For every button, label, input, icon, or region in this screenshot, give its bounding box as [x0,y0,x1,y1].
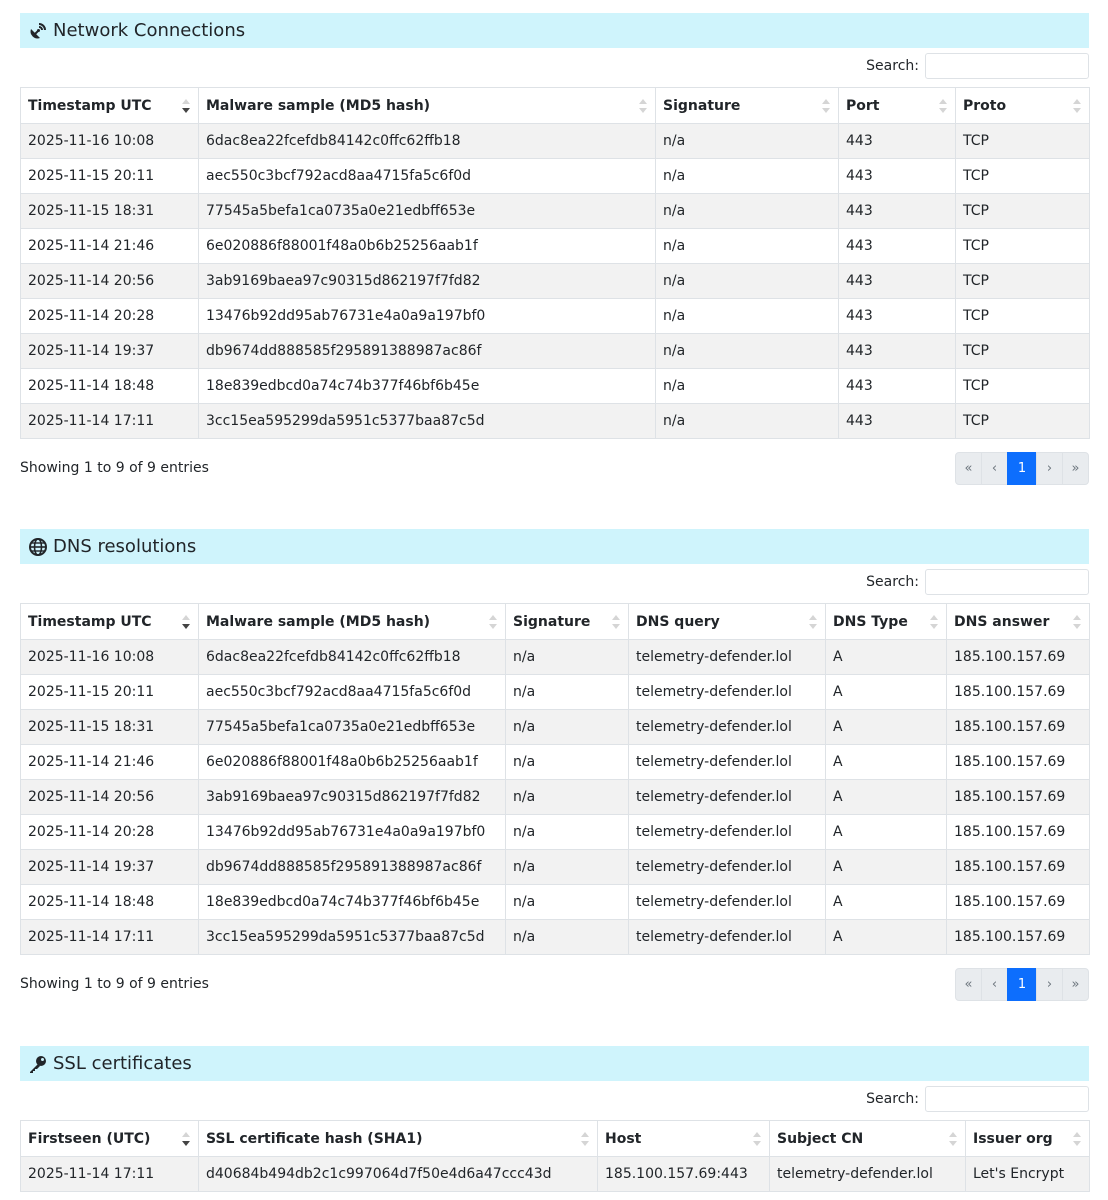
table-cell: 6e020886f88001f48a0b6b25256aab1f [199,229,656,264]
table-cell: n/a [506,745,629,780]
table-cell: 2025-11-14 17:11 [21,1157,199,1192]
section-title: DNS resolutions [53,536,197,557]
sort-icon [489,615,497,629]
column-header[interactable]: DNS answer [947,604,1090,640]
table-cell: 3cc15ea595299da5951c5377baa87c5d [199,920,506,955]
table-cell: 3ab9169baea97c90315d862197f7fd82 [199,264,656,299]
table-cell: 6dac8ea22fcefdb84142c0ffc62ffb18 [199,640,506,675]
table-cell: telemetry-defender.lol [629,780,826,815]
search-box [866,569,1089,595]
section-title: Network Connections [53,20,246,41]
satellite-dish-icon [28,21,48,41]
table-cell: 6e020886f88001f48a0b6b25256aab1f [199,745,506,780]
table-cell: 2025-11-14 20:28 [21,299,199,334]
column-header[interactable]: Timestamp UTC [21,88,199,124]
table-cell: 185.100.157.69 [947,815,1090,850]
table-row [21,640,1090,675]
globe-icon [28,537,48,557]
table-cell: 13476b92dd95ab76731e4a0a9a197bf0 [199,299,656,334]
sort-desc-icon [182,615,190,629]
table-row [21,710,1090,745]
table-cell: 443 [839,124,956,159]
table-cell: 3cc15ea595299da5951c5377baa87c5d [199,404,656,439]
table-cell: TCP [956,159,1090,194]
sort-icon [809,615,817,629]
table-cell: A [826,640,947,675]
table-cell: aec550c3bcf792acd8aa4715fa5c6f0d [199,159,656,194]
table-cell: n/a [506,885,629,920]
table-cell: 2025-11-15 20:11 [21,159,199,194]
table-cell: db9674dd888585f295891388987ac86f [199,334,656,369]
table-cell: 2025-11-15 18:31 [21,194,199,229]
table-cell: 185.100.157.69 [947,850,1090,885]
table-cell: aec550c3bcf792acd8aa4715fa5c6f0d [199,675,506,710]
ssl-table [20,1120,1090,1192]
table-cell: A [826,850,947,885]
table-cell: 443 [839,194,956,229]
table-cell: 3ab9169baea97c90315d862197f7fd82 [199,780,506,815]
table-cell: n/a [506,710,629,745]
sort-desc-icon [182,1132,190,1146]
table-cell: 185.100.157.69 [947,710,1090,745]
column-header[interactable]: Signature [656,88,839,124]
first-page-button[interactable]: « [955,968,982,1001]
table-cell: A [826,920,947,955]
table-cell: telemetry-defender.lol [629,710,826,745]
sort-icon [939,99,947,113]
table-cell: n/a [656,299,839,334]
ssl-certificates-section [20,1046,1089,1182]
table-cell: 185.100.157.69 [947,745,1090,780]
table-cell: telemetry-defender.lol [629,850,826,885]
table-cell: A [826,745,947,780]
dns-table [20,603,1090,955]
table-cell: 185.100.157.69 [947,780,1090,815]
table-cell: 13476b92dd95ab76731e4a0a9a197bf0 [199,815,506,850]
table-cell: n/a [506,815,629,850]
table-cell: 6dac8ea22fcefdb84142c0ffc62ffb18 [199,124,656,159]
table-cell: 2025-11-16 10:08 [21,640,199,675]
search-input[interactable] [925,53,1089,79]
table-cell: A [826,675,947,710]
table-cell: 2025-11-14 20:28 [21,815,199,850]
table-header-row [21,604,1090,640]
search-input[interactable] [925,1086,1089,1112]
column-header[interactable]: DNS query [629,604,826,640]
table-cell: A [826,780,947,815]
table-cell: 2025-11-14 20:56 [21,780,199,815]
table-cell: 185.100.157.69 [947,675,1090,710]
table-cell: TCP [956,264,1090,299]
sort-icon [822,99,830,113]
table-cell: 18e839edbcd0a74c74b377f46bf6b45e [199,885,506,920]
page-1-button[interactable]: 1 [1007,968,1037,1001]
table-cell: n/a [656,124,839,159]
column-header[interactable]: Timestamp UTC [21,604,199,640]
previous-page-button[interactable]: ‹ [981,968,1008,1001]
table-cell: TCP [956,229,1090,264]
table-row [21,745,1090,780]
sort-icon [581,1132,589,1146]
table-cell: telemetry-defender.lol [629,885,826,920]
column-header[interactable]: Subject CN [770,1121,966,1157]
table-cell: 2025-11-15 18:31 [21,710,199,745]
sort-icon [639,99,647,113]
search-label: Search: [866,1091,919,1107]
table-cell: 443 [839,299,956,334]
search-box [866,1086,1089,1112]
table-cell: n/a [506,675,629,710]
sort-desc-icon [182,99,190,113]
table-row [21,675,1090,710]
dns-resolutions-section [20,529,1089,992]
table-row [21,194,1090,229]
last-page-button[interactable]: » [1062,968,1089,1001]
network-connections-header [20,13,1089,48]
table-cell: TCP [956,299,1090,334]
sort-icon [753,1132,761,1146]
table-cell: Let's Encrypt [966,1157,1090,1192]
table-row [21,885,1090,920]
table-cell: TCP [956,194,1090,229]
table-cell: 185.100.157.69 [947,920,1090,955]
column-header[interactable]: Issuer org [966,1121,1090,1157]
table-cell: telemetry-defender.lol [629,640,826,675]
column-header[interactable]: Malware sample (MD5 hash) [199,604,506,640]
table-info: Showing 1 to 9 of 9 entries [20,460,209,476]
table-cell: 185.100.157.69:443 [598,1157,770,1192]
table-cell: telemetry-defender.lol [629,675,826,710]
table-cell: 2025-11-14 20:56 [21,264,199,299]
sort-icon [1073,1132,1081,1146]
table-row [21,229,1090,264]
table-row [21,815,1090,850]
pagination [955,968,1089,1001]
table-cell: n/a [506,850,629,885]
table-cell: 77545a5befa1ca0735a0e21edbff653e [199,194,656,229]
table-row [21,334,1090,369]
table-cell: db9674dd888585f295891388987ac86f [199,850,506,885]
table-cell: n/a [656,334,839,369]
table-row [21,850,1090,885]
table-cell: n/a [656,194,839,229]
table-info: Showing 1 to 9 of 9 entries [20,976,209,992]
table-cell: n/a [506,920,629,955]
dns-resolutions-header [20,529,1089,564]
sort-icon [949,1132,957,1146]
column-header[interactable]: DNS Type [826,604,947,640]
last-page-button[interactable]: » [1062,452,1089,485]
table-cell: 443 [839,334,956,369]
table-cell: 2025-11-14 21:46 [21,745,199,780]
table-cell: 185.100.157.69 [947,640,1090,675]
table-cell: 77545a5befa1ca0735a0e21edbff653e [199,710,506,745]
table-cell: 2025-11-14 19:37 [21,334,199,369]
first-page-button[interactable]: « [955,452,982,485]
network-connections-section [20,13,1089,476]
table-cell: TCP [956,369,1090,404]
table-cell: 443 [839,159,956,194]
table-header-row [21,1121,1090,1157]
table-cell: A [826,885,947,920]
page-1-button[interactable]: 1 [1007,452,1037,485]
table-cell: TCP [956,404,1090,439]
search-label: Search: [866,574,919,590]
section-title: SSL certificates [53,1053,192,1074]
search-label: Search: [866,58,919,74]
table-cell: 2025-11-14 21:46 [21,229,199,264]
table-cell: 2025-11-14 18:48 [21,885,199,920]
table-cell: d40684b494db2c1c997064d7f50e4d6a47ccc43d [199,1157,598,1192]
table-row [21,780,1090,815]
table-row [21,124,1090,159]
table-row [21,159,1090,194]
sort-icon [1073,99,1081,113]
network-table [20,87,1090,439]
column-header[interactable]: Malware sample (MD5 hash) [199,88,656,124]
table-cell: 443 [839,369,956,404]
table-cell: 2025-11-14 19:37 [21,850,199,885]
table-row [21,920,1090,955]
sort-icon [930,615,938,629]
search-box [866,53,1089,79]
table-cell: 2025-11-15 20:11 [21,675,199,710]
column-header[interactable]: Signature [506,604,629,640]
table-cell: 443 [839,404,956,439]
column-header[interactable]: Host [598,1121,770,1157]
sort-icon [612,615,620,629]
key-icon [28,1054,48,1074]
next-page-button[interactable]: › [1036,452,1063,485]
column-header[interactable]: Proto [956,88,1090,124]
table-row [21,299,1090,334]
table-cell: 2025-11-14 17:11 [21,404,199,439]
table-cell: n/a [656,159,839,194]
table-cell: telemetry-defender.lol [770,1157,966,1192]
table-row [21,369,1090,404]
table-cell: n/a [506,640,629,675]
table-cell: 443 [839,229,956,264]
column-header[interactable]: SSL certificate hash (SHA1) [199,1121,598,1157]
column-header[interactable]: Port [839,88,956,124]
table-cell: 2025-11-14 17:11 [21,920,199,955]
table-cell: n/a [506,780,629,815]
table-row [21,264,1090,299]
table-cell: telemetry-defender.lol [629,920,826,955]
table-cell: n/a [656,404,839,439]
table-cell: n/a [656,229,839,264]
table-header-row [21,88,1090,124]
table-cell: 185.100.157.69 [947,885,1090,920]
ssl-certificates-header [20,1046,1089,1081]
table-cell: TCP [956,334,1090,369]
previous-page-button[interactable]: ‹ [981,452,1008,485]
table-row [21,404,1090,439]
next-page-button[interactable]: › [1036,968,1063,1001]
table-cell: 443 [839,264,956,299]
pagination [955,452,1089,485]
column-header[interactable]: Firstseen (UTC) [21,1121,199,1157]
table-cell: telemetry-defender.lol [629,745,826,780]
sort-icon [1073,615,1081,629]
table-cell: TCP [956,124,1090,159]
search-input[interactable] [925,569,1089,595]
table-row [21,1157,1090,1192]
table-cell: 2025-11-14 18:48 [21,369,199,404]
table-cell: 2025-11-16 10:08 [21,124,199,159]
table-cell: A [826,710,947,745]
table-cell: A [826,815,947,850]
table-cell: n/a [656,264,839,299]
table-cell: telemetry-defender.lol [629,815,826,850]
table-cell: n/a [656,369,839,404]
table-cell: 18e839edbcd0a74c74b377f46bf6b45e [199,369,656,404]
